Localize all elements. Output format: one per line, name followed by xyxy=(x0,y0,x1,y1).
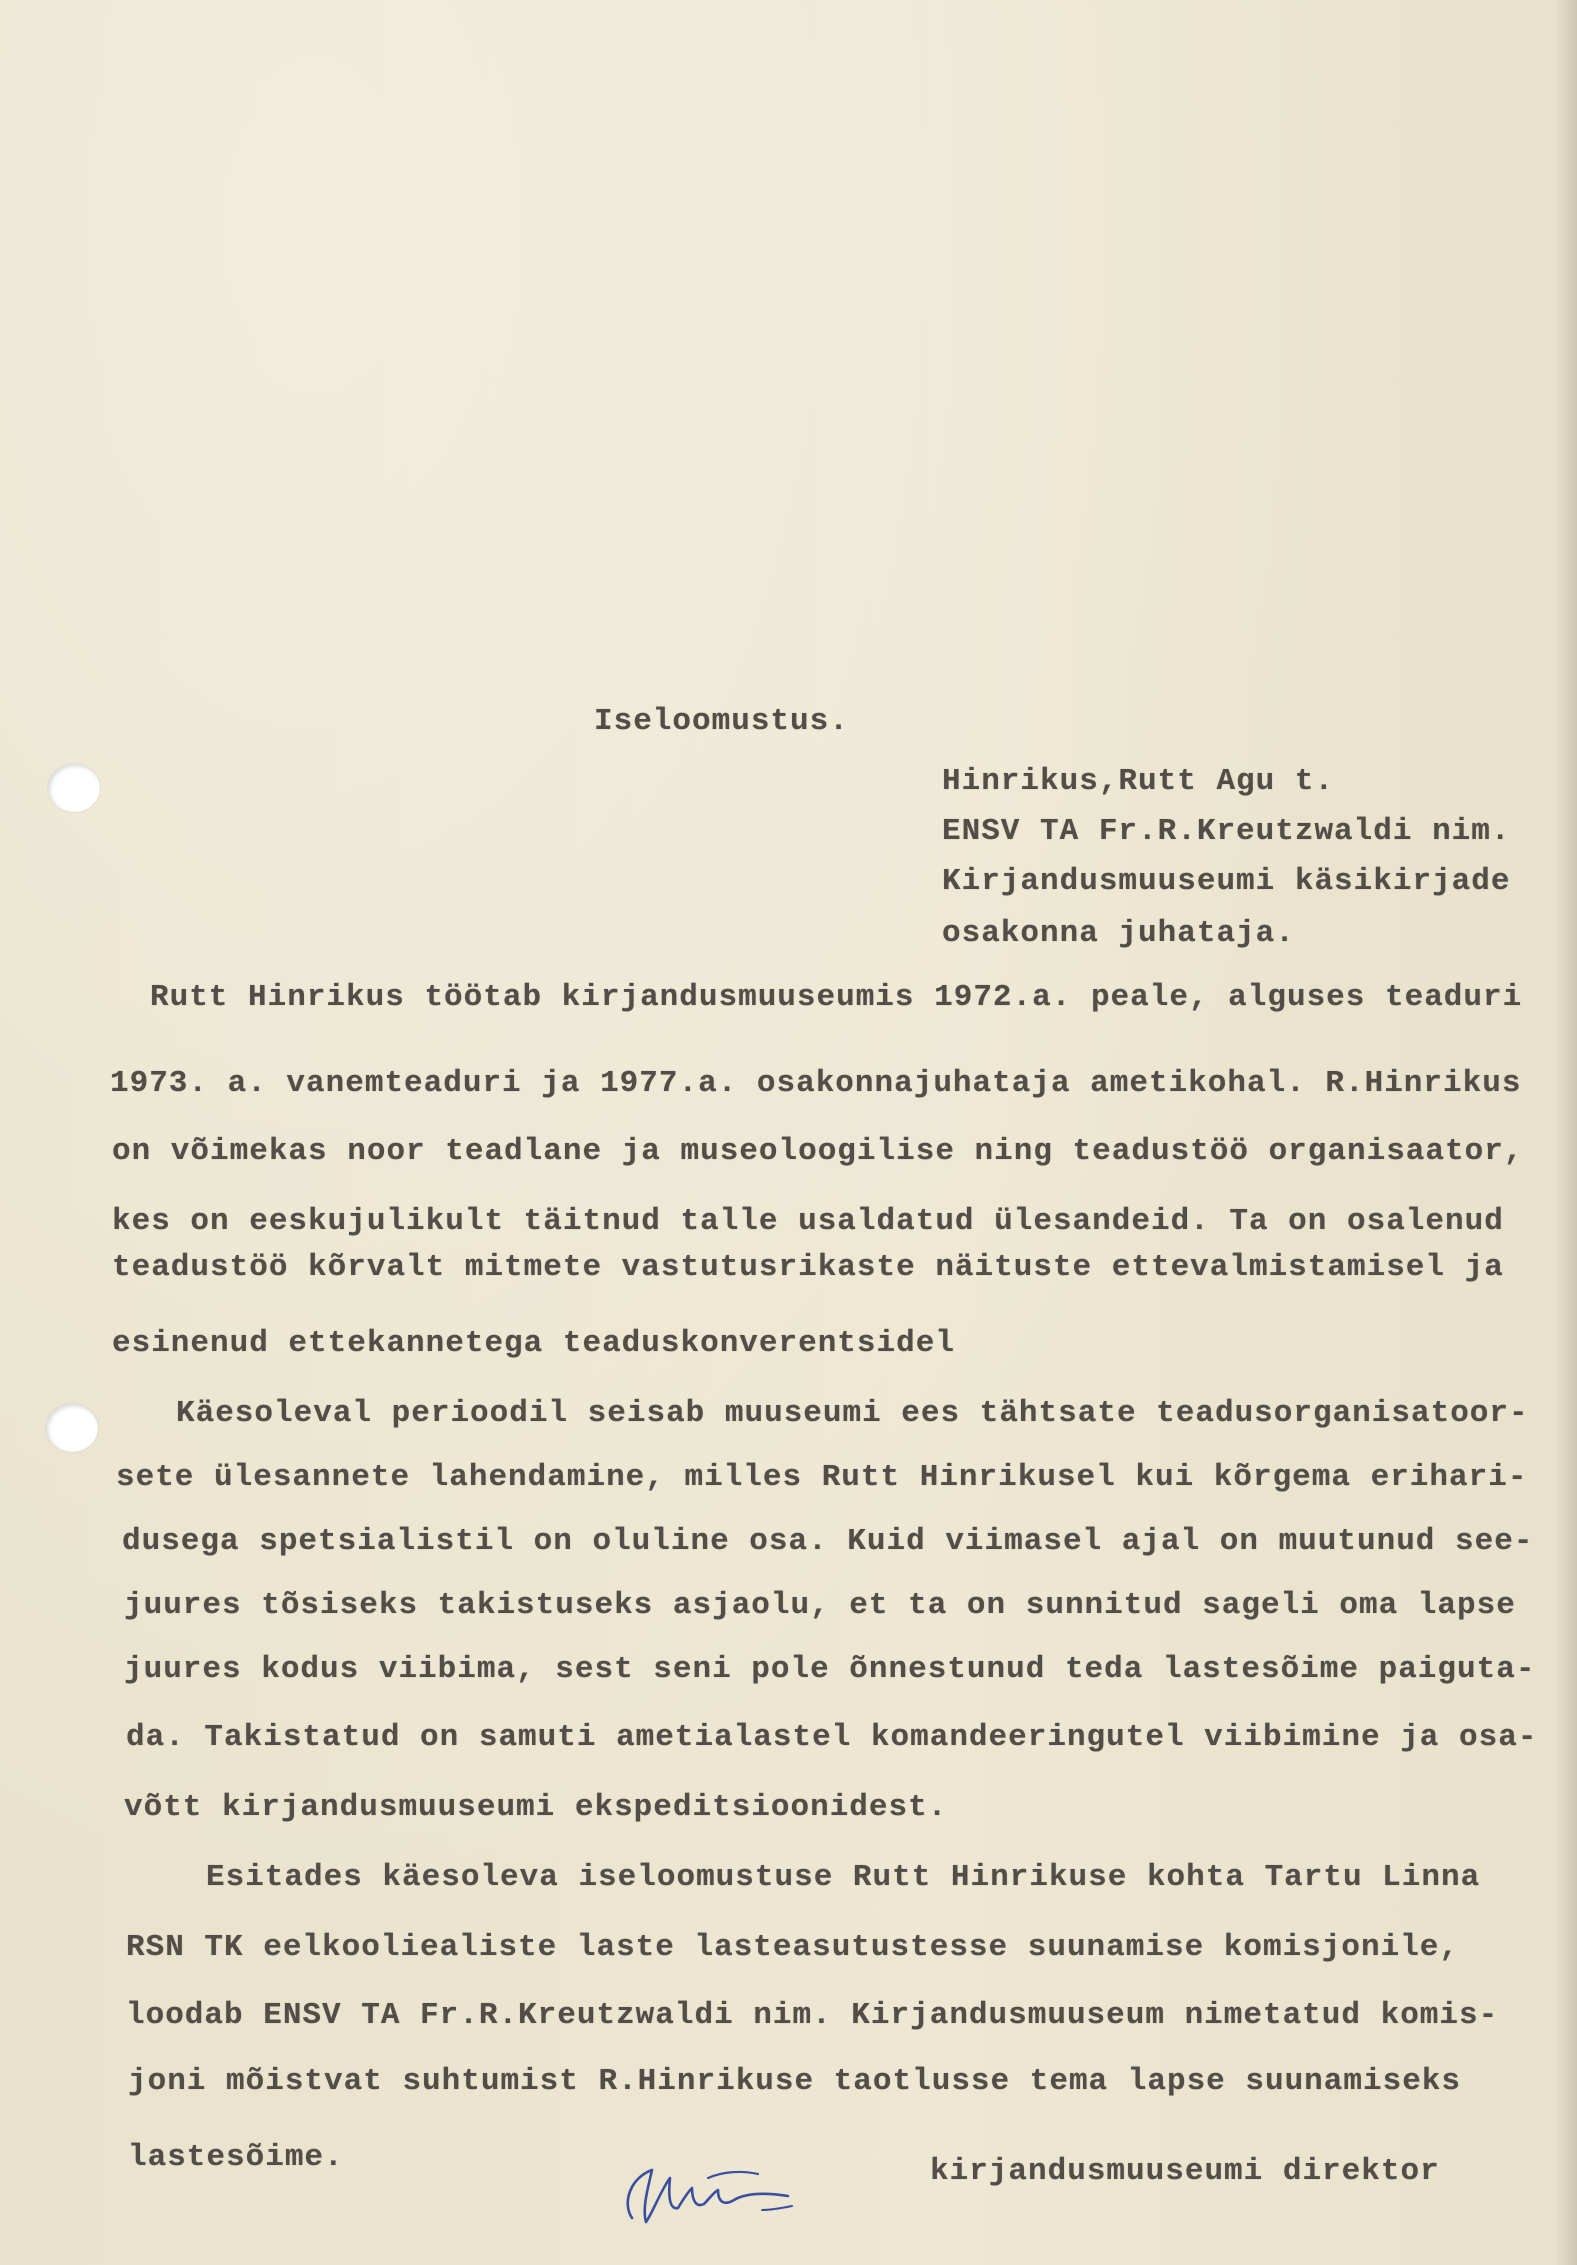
body-line-14: Esitades käesoleva iseloomustuse Rutt Hinrikuse kohta Tartu Linna xyxy=(206,1860,1481,1895)
body-line-12: da. Takistatud on samuti ametialastel komandeeringutel viibimine ja osa- xyxy=(126,1720,1538,1755)
body-line-6: esinenud ettekannetega teaduskonverentsidel xyxy=(112,1326,955,1361)
addressee-line-4: osakonna juhataja. xyxy=(942,916,1295,951)
body-line-1: Rutt Hinrikus töötab kirjandusmuuseumis 1972.a. peale, alguses teaduri xyxy=(150,980,1523,1015)
body-line-9: dusega spetsialistil on oluline osa. Kuid viimasel ajal on muutunud see- xyxy=(122,1524,1534,1559)
body-line-5: teadustöö kõrvalt mitmete vastutusrikaste näituste ettevalmistamisel ja xyxy=(112,1250,1504,1285)
body-line-17: joni mõistvat suhtumist R.Hinrikuse taotlusse tema lapse suunamiseks xyxy=(128,2064,1462,2099)
body-line-18: lastesõime. xyxy=(128,2140,344,2175)
page-edge-shadow xyxy=(1555,0,1577,2265)
body-line-11: juures kodus viibima, sest seni pole õnnestunud teda lastesõime paiguta- xyxy=(124,1652,1536,1687)
body-line-13: võtt kirjandusmuuseumi ekspeditsioonidest. xyxy=(124,1790,948,1825)
punch-hole-top xyxy=(48,764,100,812)
handwritten-signature xyxy=(612,2148,812,2238)
body-line-4: kes on eeskujulikult täitnud talle usaldatud ülesandeid. Ta on osalenud xyxy=(112,1204,1504,1239)
body-line-3: on võimekas noor teadlane ja museoloogilise ning teadustöö organisaator, xyxy=(112,1134,1524,1169)
addressee-line-3: Kirjandusmuuseumi käsikirjade xyxy=(942,864,1511,899)
punch-hole-bottom xyxy=(46,1404,98,1452)
body-line-7: Käesoleval perioodil seisab muuseumi ees tähtsate teadusorganisatoor- xyxy=(176,1396,1529,1431)
document-title: Iseloomustus. xyxy=(594,704,849,739)
body-line-16: loodab ENSV TA Fr.R.Kreutzwaldi nim. Kirjandusmuuseum nimetatud komis- xyxy=(126,1998,1499,2033)
body-line-10: juures tõsiseks takistuseks asjaolu, et ta on sunnitud sageli oma lapse xyxy=(124,1588,1516,1623)
body-line-8: sete ülesannete lahendamine, milles Rutt Hinrikusel kui kõrgema erihari- xyxy=(116,1460,1528,1495)
body-line-2: 1973. a. vanemteaduri ja 1977.a. osakonnajuhataja ametikohal. R.Hinrikus xyxy=(110,1066,1522,1101)
body-line-15: RSN TK eelkooliealiste laste lasteasutustesse suunamise komisjonile, xyxy=(126,1930,1460,1965)
addressee-line-2: ENSV TA Fr.R.Kreutzwaldi nim. xyxy=(942,814,1511,849)
addressee-line-1: Hinrikus,Rutt Agu t. xyxy=(942,764,1335,799)
signature-role: kirjandusmuuseumi direktor xyxy=(930,2154,1440,2189)
